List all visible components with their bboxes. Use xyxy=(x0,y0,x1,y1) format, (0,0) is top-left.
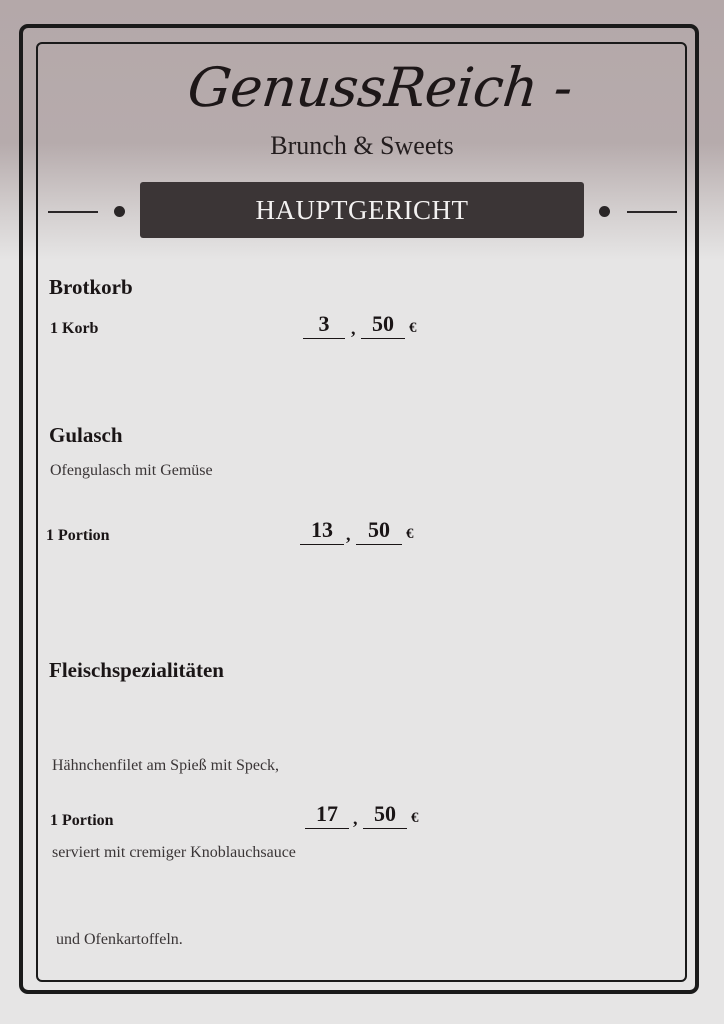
section-title: HAUPTGERICHT xyxy=(140,182,584,238)
price-currency: € xyxy=(409,320,417,336)
section-divider-left xyxy=(48,211,98,213)
description-line: Hähnchenfilet am Spieß mit Speck, xyxy=(52,757,280,774)
description-line: serviert mit cremiger Knoblauchsauce xyxy=(52,844,296,861)
item-quantity: 1 Portion xyxy=(46,527,110,544)
item-price xyxy=(300,518,430,548)
item-price xyxy=(303,312,433,342)
item-title: Brotkorb xyxy=(49,275,133,299)
price-currency: € xyxy=(406,526,414,542)
price-euros: 13 xyxy=(300,518,344,545)
price-cents: 50 xyxy=(361,312,405,339)
description-line: und Ofenkartoffeln. xyxy=(52,931,183,948)
section-dot-left xyxy=(114,206,125,217)
price-separator: , xyxy=(353,808,358,828)
item-description xyxy=(52,693,296,983)
item-description xyxy=(50,456,213,485)
section-divider-right xyxy=(627,211,677,213)
item-title: Fleischspezialitäten xyxy=(49,658,224,682)
item-quantity: 1 Korb xyxy=(50,320,99,337)
item-price xyxy=(305,802,435,832)
price-cents: 50 xyxy=(363,802,407,829)
item-title: Gulasch xyxy=(49,423,123,447)
item-quantity: 1 Portion xyxy=(50,812,114,829)
price-separator: , xyxy=(346,524,351,544)
price-euros: 17 xyxy=(305,802,349,829)
price-cents: 50 xyxy=(356,518,402,545)
price-separator: , xyxy=(351,318,356,338)
price-euros: 3 xyxy=(303,312,345,339)
section-dot-right xyxy=(599,206,610,217)
brand-name: GenussReich - xyxy=(184,56,576,119)
description-line: Ofengulasch mit Gemüse xyxy=(50,462,213,479)
price-currency: € xyxy=(411,810,419,826)
brand-subtitle: Brunch & Sweets xyxy=(270,131,454,160)
